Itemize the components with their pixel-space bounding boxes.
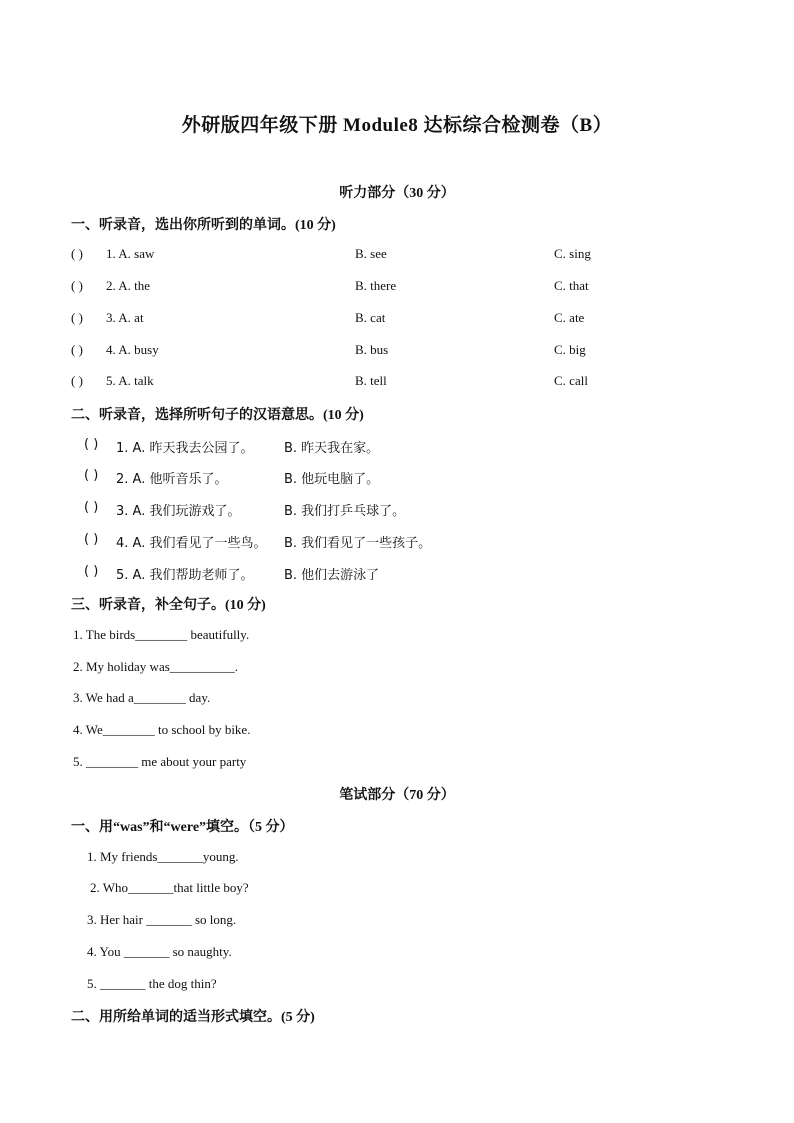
fill-sentence: 4. We________ to school by bike.: [73, 722, 251, 737]
mcq-row: [71, 246, 731, 266]
writing-section-header: 笔试部分（70 分）: [339, 788, 455, 803]
mcq-row: [71, 310, 731, 330]
option-c: C. ate: [554, 310, 585, 325]
cn-choice-row: [84, 468, 584, 488]
cn-choice-row: [84, 532, 584, 552]
mcq-row: [71, 342, 731, 362]
answer-blank: ( ): [84, 532, 99, 547]
fill-sentence: 2. Who_______that little boy?: [90, 880, 249, 895]
fill-sentence: 4. You _______ so naughty.: [87, 944, 232, 959]
option-b: B. bus: [355, 342, 389, 357]
option-a: 4. A. 我们看见了一些鸟。: [116, 536, 267, 551]
answer-blank: ( ): [71, 342, 83, 357]
answer-blank: ( ): [84, 500, 99, 515]
writing-part2-heading: 二、用所给单词的适当形式填空。(5 分): [71, 1010, 315, 1025]
writing-part1-heading: 一、用“was”和“were”填空。（5 分）: [71, 820, 294, 835]
answer-blank: ( ): [84, 437, 99, 452]
listening-part3-heading: 三、听录音，补全句子。(10 分): [71, 598, 266, 613]
answer-blank: ( ): [84, 468, 99, 483]
option-b: B. 他们去游泳了: [284, 568, 380, 583]
cn-choice-row: [84, 500, 584, 520]
option-a: 4. A. busy: [106, 342, 159, 357]
listening-section-header: 听力部分（30 分）: [339, 186, 455, 201]
answer-blank: ( ): [71, 373, 83, 388]
fill-sentence: 3. We had a________ day.: [73, 690, 211, 705]
option-a: 5. A. talk: [106, 373, 154, 388]
answer-blank: ( ): [71, 246, 83, 261]
answer-blank: ( ): [71, 310, 83, 325]
page-title: 外研版四年级下册 Module8 达标综合检测卷（B）: [181, 115, 613, 136]
option-b: B. 他玩电脑了。: [284, 472, 380, 487]
listening-part2-heading: 二、听录音，选择所听句子的汉语意思。(10 分): [71, 408, 364, 423]
option-a: 3. A. 我们玩游戏了。: [116, 504, 241, 519]
option-b: B. there: [355, 278, 397, 293]
fill-sentence: 3. Her hair _______ so long.: [87, 912, 237, 927]
option-b: B. see: [355, 246, 387, 261]
option-b: B. 我们看见了一些孩子。: [284, 536, 432, 551]
option-a: 2. A. 他听音乐了。: [116, 472, 228, 487]
option-b: B. 昨天我在家。: [284, 441, 380, 456]
answer-blank: ( ): [71, 278, 83, 293]
option-c: C. sing: [554, 246, 591, 261]
option-b: B. cat: [355, 310, 386, 325]
option-c: C. call: [554, 373, 588, 388]
option-a: 5. A. 我们帮助老师了。: [116, 568, 254, 583]
fill-sentence: 1. The birds________ beautifully.: [73, 627, 250, 642]
listening-part1-heading: 一、听录音，选出你所听到的单词。(10 分): [71, 218, 336, 233]
option-b: B. tell: [355, 373, 387, 388]
fill-sentence: 5. _______ the dog thin?: [87, 976, 217, 991]
mcq-row: [71, 278, 731, 298]
fill-sentence: 5. ________ me about your party: [73, 754, 247, 769]
cn-choice-row: [84, 564, 584, 584]
option-a: 2. A. the: [106, 278, 151, 293]
mcq-row: [71, 373, 731, 393]
option-a: 1. A. saw: [106, 246, 155, 261]
option-c: C. that: [554, 278, 589, 293]
fill-sentence: 2. My holiday was__________.: [73, 659, 239, 674]
option-c: C. big: [554, 342, 586, 357]
fill-sentence: 1. My friends_______young.: [87, 849, 239, 864]
answer-blank: ( ): [84, 564, 99, 579]
cn-choice-row: [84, 437, 584, 457]
option-b: B. 我们打乒乓球了。: [284, 504, 406, 519]
option-a: 1. A. 昨天我去公园了。: [116, 441, 254, 456]
option-a: 3. A. at: [106, 310, 144, 325]
